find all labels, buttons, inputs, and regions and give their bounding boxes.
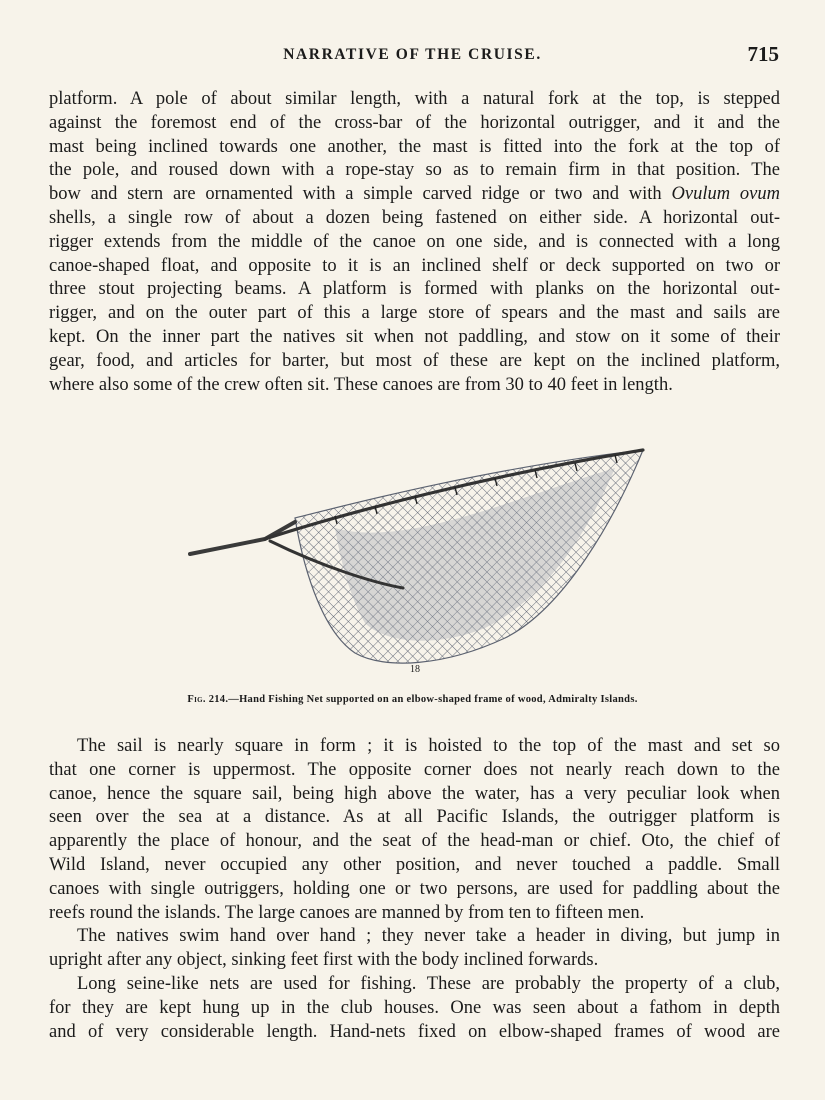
text-line: reefs round the islands. The large canoes are manned by from ten to fifteen men. [49, 902, 645, 923]
figure-caption [0, 694, 825, 705]
running-title: NARRATIVE OF THE CRUISE. [283, 46, 542, 63]
text-line: the pole, and roused down with a rope-stay so as to remain firm in that position. The [49, 160, 780, 181]
text-line: upright after any object, sinking feet first with the body inclined forwards. [49, 950, 599, 971]
text-line: The sail is nearly square in form ; it is hoisted to the top of the mast and set so [77, 736, 780, 756]
text-line: Long seine-like nets are used for fishing. These are probably the property of a club, [77, 973, 780, 994]
text-line: against the foremost end of the cross-bar of the horizontal outrigger, and it and the [49, 112, 780, 133]
hand-fishing-net-illustration [185, 438, 655, 678]
text-line: rigger extends from the middle of the canoe on one side, and is connected with a long [49, 231, 780, 252]
text-line: canoe, hence the square sail, being high above the water, has a very peculiar look when [49, 783, 780, 804]
caption-label: Fig. 214. [187, 694, 229, 705]
text-line: and of very considerable length. Hand-nets fixed on elbow-shaped frames of wood are [49, 1021, 780, 1042]
text-line: where also some of the crew often sit. These canoes are from 30 to 40 feet in length. [49, 374, 673, 395]
text-line: mast being inclined towards one another, the mast is fitted into the fork at the top of [49, 136, 780, 157]
text-line: bow and stern are ornamented with a simple carved ridge or two and with [49, 184, 662, 205]
text-line: Wild Island, never occupied any other position, and never touched a paddle. Small [49, 854, 780, 875]
text-line: seen over the sea at a distance. As at all Pacific Islands, the outrigger platform is [49, 807, 780, 828]
text-line: for they are kept hung up in the club houses. One was seen about a fathom in depth [49, 997, 780, 1018]
text-line: canoe-shaped float, and opposite to it is an inclined shelf or deck supported on two or [49, 255, 780, 276]
text-line: The natives swim hand over hand ; they never take a header in diving, but jump in [77, 926, 780, 947]
text-line: that one corner is uppermost. The opposite corner does not nearly reach down to the [49, 759, 780, 780]
text-line: platform. A pole of about similar length, with a natural fork at the top, is stepped [49, 89, 780, 109]
paragraph-2 [49, 735, 780, 1044]
page-number: 715 [747, 42, 779, 66]
text-line-with-term [49, 183, 780, 207]
text-line: three stout projecting beams. A platform is formed with planks on the horizontal out- [49, 279, 780, 300]
text-line: gear, food, and articles for barter, but most of these are kept on the inclined platform, [49, 350, 780, 371]
caption-text: —Hand Fishing Net supported on an elbow-shaped frame of wood, Admiralty Islands. [228, 694, 638, 705]
figure-marker: 18 [410, 664, 420, 675]
italic-term: Ovulum ovum [671, 184, 780, 205]
text-line: shells, a single row of about a dozen being fastened on either side. A horizontal out- [49, 207, 780, 228]
text-line: rigger, and on the outer part of this a large store of spears and the mast and sails are [49, 303, 780, 324]
text-line: apparently the place of honour, and the seat of the head-man or chief. Oto, the chief of [49, 831, 780, 852]
running-head [0, 42, 825, 72]
text-line: canoes with single outriggers, holding one or two persons, are used for paddling about the [49, 878, 780, 899]
text-line: kept. On the inner part the natives sit when not paddling, and stow on it some of their [49, 326, 780, 347]
paragraph-1 [49, 88, 780, 397]
frame-handle [190, 522, 295, 554]
